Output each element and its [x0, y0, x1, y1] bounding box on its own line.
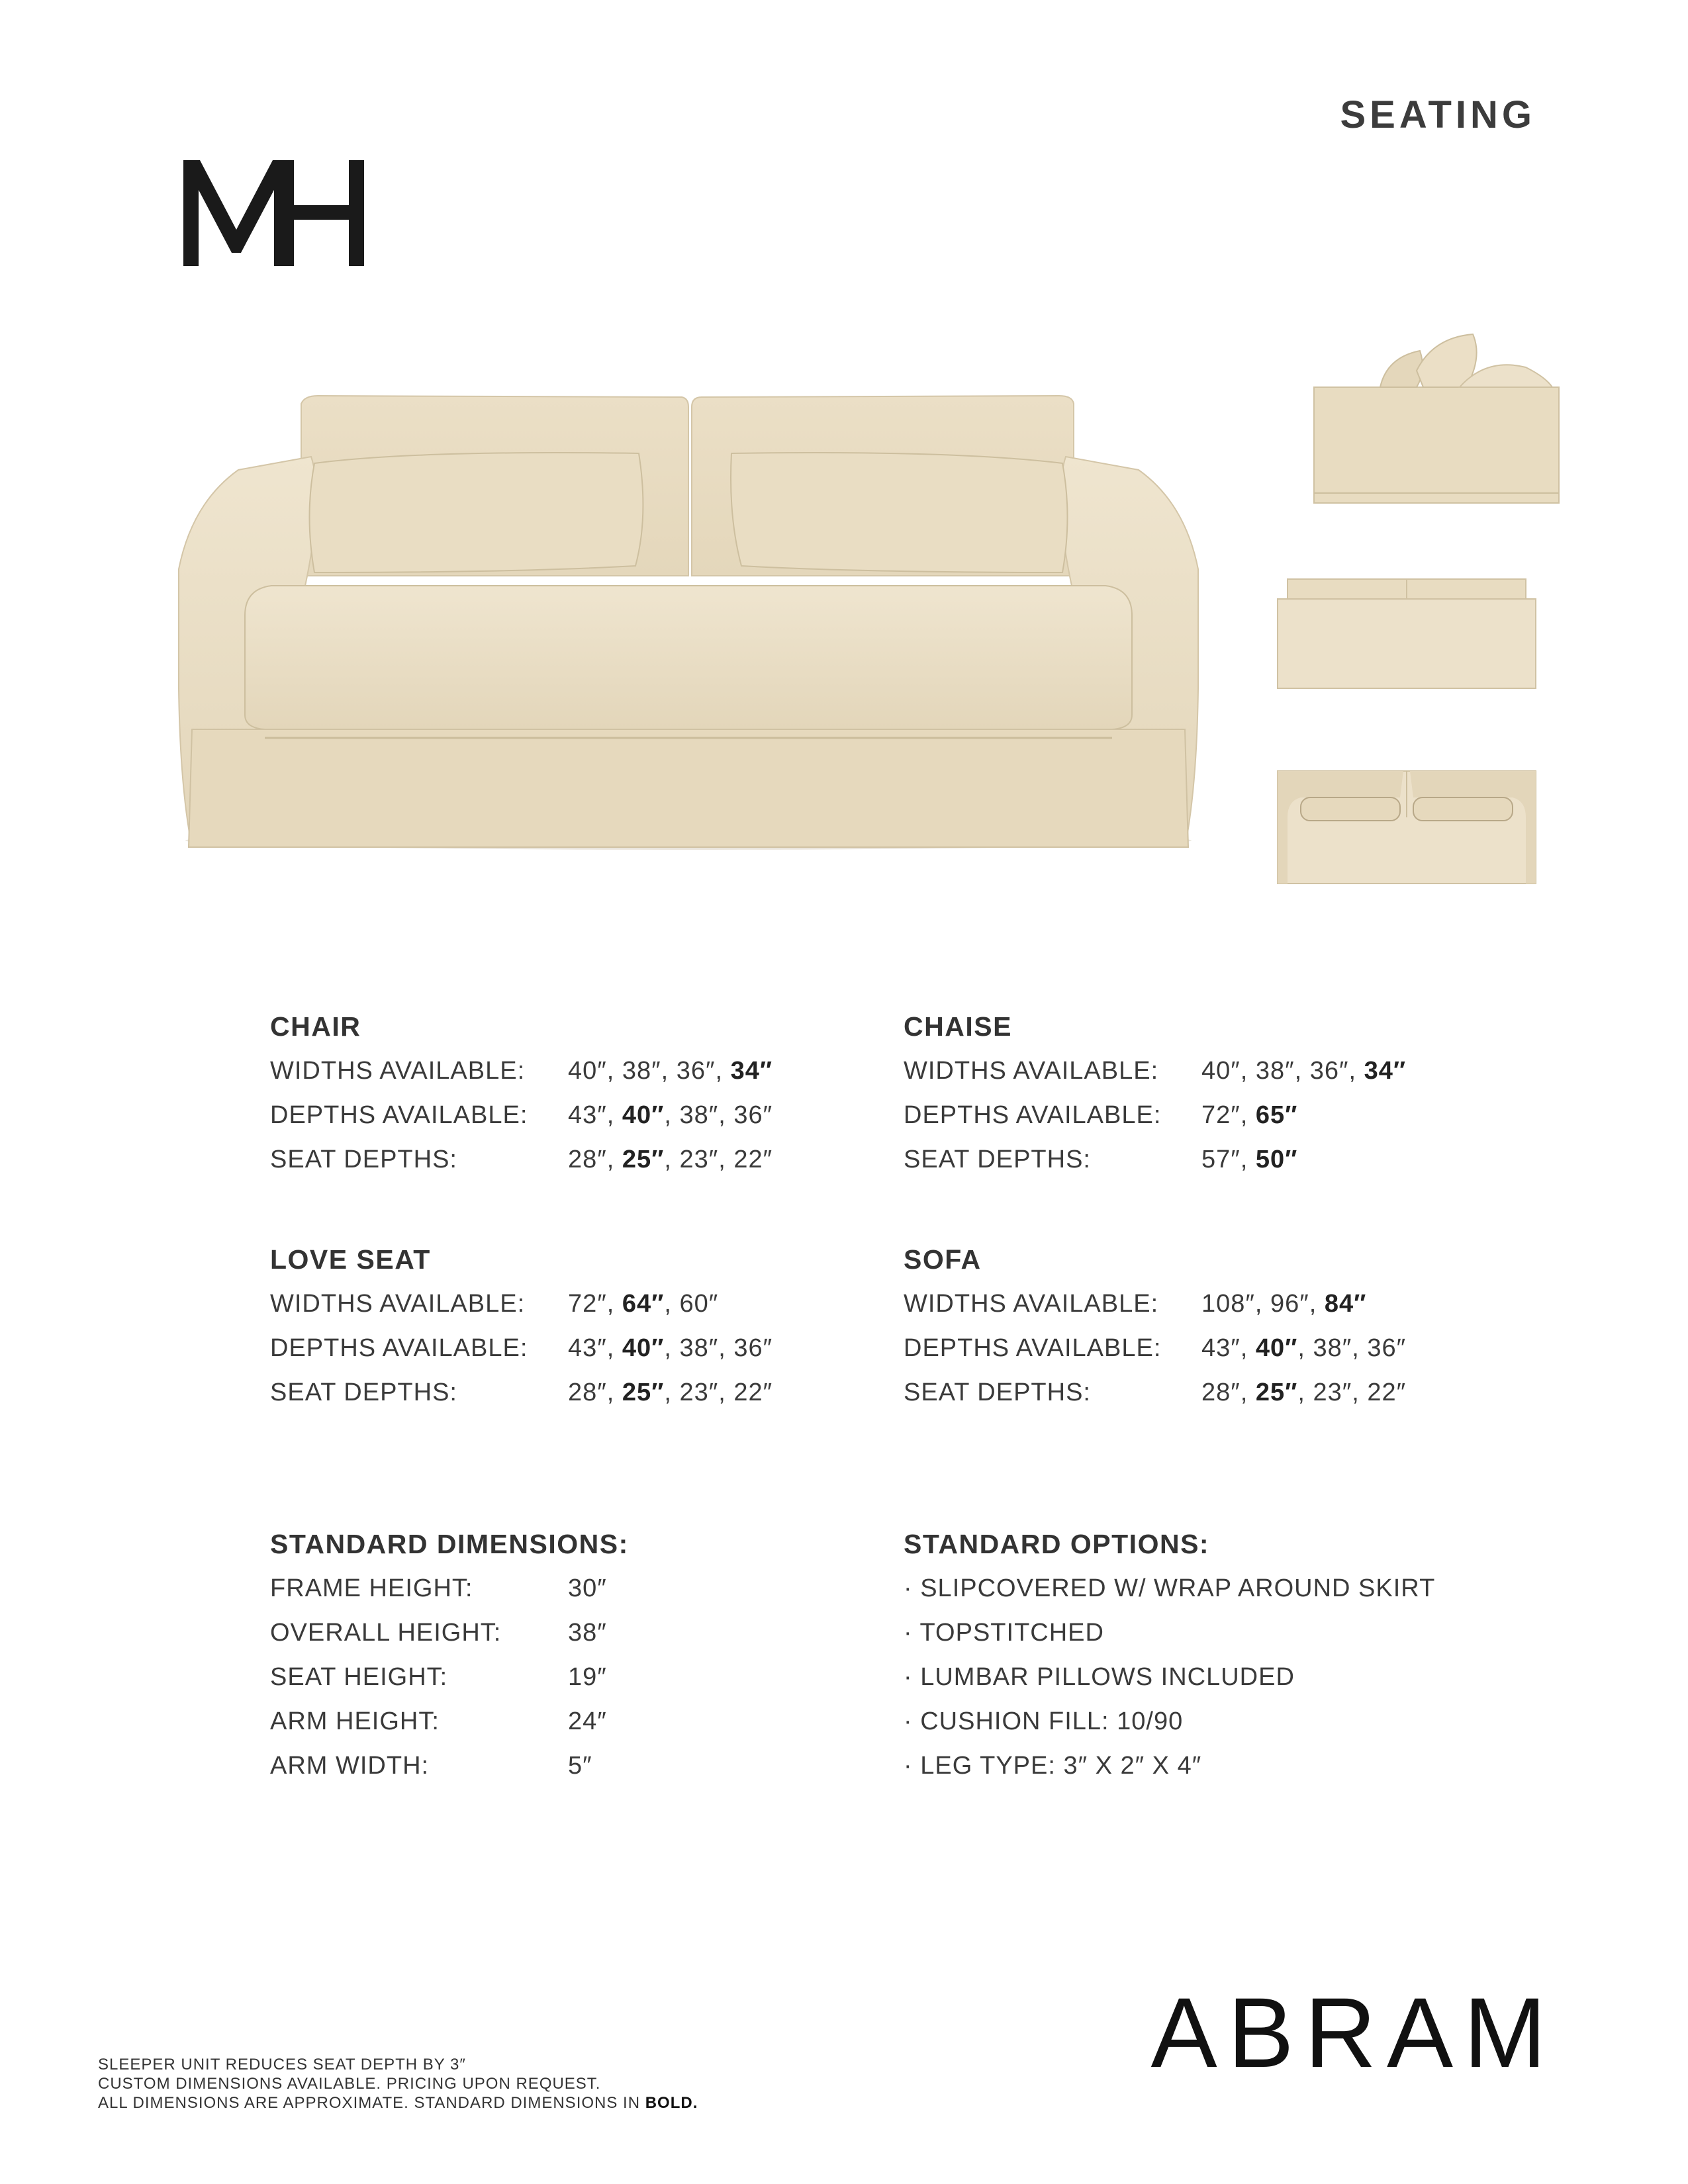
spec-row	[270, 1055, 866, 1099]
dimension-row	[270, 1661, 866, 1706]
spec-values: 43″, 40″, 38″, 36″	[1201, 1334, 1407, 1362]
footnote-sleeper: SLEEPER UNIT REDUCES SEAT DEPTH BY 3″	[98, 2056, 466, 2073]
standard-options-title: STANDARD OPTIONS:	[904, 1529, 1210, 1559]
size-value: 38″	[1313, 1334, 1352, 1362]
dimension-value: 38″	[568, 1619, 607, 1647]
brand-name: ABRAM	[1150, 1977, 1557, 2088]
spec-label: SEAT DEPTHS:	[270, 1146, 457, 1173]
spec-values: 28″, 25″, 23″, 22″	[568, 1379, 773, 1406]
size-value: 38″	[622, 1057, 661, 1085]
size-value: 43″	[568, 1334, 607, 1362]
spec-values: 57″, 50″	[1201, 1146, 1298, 1173]
spec-row	[270, 1332, 866, 1377]
spec-row	[270, 1288, 866, 1332]
spec-row	[904, 1144, 1499, 1188]
size-value: 43″	[568, 1101, 607, 1129]
spec-values: 72″, 65″	[1201, 1101, 1298, 1129]
spec-title: SOFA	[904, 1244, 982, 1275]
size-value: 38″	[679, 1334, 719, 1362]
category-label: SEATING	[1340, 93, 1536, 136]
spec-row	[904, 1377, 1499, 1421]
size-value: 72″	[1201, 1101, 1241, 1129]
size-value: 36″	[733, 1101, 773, 1129]
size-value: 28″	[568, 1379, 607, 1406]
spec-row	[270, 1144, 866, 1188]
dimension-label: FRAME HEIGHT:	[270, 1574, 473, 1602]
spec-label: WIDTHS AVAILABLE:	[904, 1290, 1159, 1318]
option-item: · CUSHION FILL: 10/90	[904, 1707, 1184, 1735]
dimension-value: 24″	[568, 1707, 607, 1735]
spec-values: 72″, 64″, 60″	[568, 1290, 719, 1318]
standard-size-value: 34″	[730, 1057, 773, 1085]
mh-logo-h	[279, 160, 364, 266]
option-item: · SLIPCOVERED W/ WRAP AROUND SKIRT	[904, 1574, 1436, 1602]
standard-size-value: 34″	[1364, 1057, 1407, 1085]
spec-label: SEAT DEPTHS:	[270, 1379, 457, 1406]
sofa-front-image	[172, 390, 1205, 854]
mh-logo	[180, 147, 379, 279]
size-value: 40″	[1201, 1057, 1241, 1085]
standard-dimensions	[270, 1529, 866, 1794]
spec-label: SEAT DEPTHS:	[904, 1146, 1091, 1173]
standard-size-value: 40″	[622, 1334, 665, 1362]
dimension-label: OVERALL HEIGHT:	[270, 1619, 502, 1647]
standard-size-value: 25″	[1255, 1379, 1298, 1406]
spec-label: WIDTHS AVAILABLE:	[904, 1057, 1159, 1085]
size-value: 22″	[1367, 1379, 1407, 1406]
dimension-row	[270, 1706, 866, 1750]
size-value: 38″	[679, 1101, 719, 1129]
spec-label: DEPTHS AVAILABLE:	[904, 1101, 1162, 1129]
size-value: 23″	[679, 1379, 719, 1406]
spec-label: SEAT DEPTHS:	[904, 1379, 1091, 1406]
standard-size-value: 40″	[622, 1101, 665, 1129]
spec-label: DEPTHS AVAILABLE:	[270, 1101, 528, 1129]
size-value: 36″	[676, 1057, 716, 1085]
spec-label: WIDTHS AVAILABLE:	[270, 1057, 526, 1085]
footnote-approximate: ALL DIMENSIONS ARE APPROXIMATE. STANDARD DIMENSIONS IN BOLD.	[98, 2094, 698, 2112]
option-item: · LEG TYPE: 3″ X 2″ X 4″	[904, 1752, 1202, 1780]
spec-title: LOVE SEAT	[270, 1244, 431, 1275]
spec-row	[270, 1377, 866, 1421]
footnote-custom: CUSTOM DIMENSIONS AVAILABLE. PRICING UPON REQUEST.	[98, 2075, 601, 2093]
option-item: · LUMBAR PILLOWS INCLUDED	[904, 1663, 1295, 1691]
dimension-value: 5″	[568, 1752, 592, 1780]
spec-title: CHAISE	[904, 1011, 1012, 1042]
spec-row	[904, 1332, 1499, 1377]
spec-values: 40″, 38″, 36″, 34″	[568, 1057, 773, 1085]
mh-logo-m	[183, 160, 289, 266]
spec-block-love-seat	[270, 1244, 866, 1421]
size-value: 43″	[1201, 1334, 1241, 1362]
size-value: 22″	[733, 1379, 773, 1406]
dimension-value: 19″	[568, 1663, 607, 1691]
size-value: 23″	[1313, 1379, 1352, 1406]
spec-row	[904, 1099, 1499, 1144]
dimension-row	[270, 1750, 866, 1794]
spec-block-chair	[270, 1011, 866, 1188]
dimension-row	[270, 1617, 866, 1661]
standard-size-value: 50″	[1255, 1146, 1298, 1173]
sofa-back-image	[1274, 576, 1539, 692]
standard-size-value: 25″	[622, 1146, 665, 1173]
size-value: 96″	[1270, 1290, 1309, 1318]
size-value: 28″	[1201, 1379, 1241, 1406]
spec-values: 108″, 96″, 84″	[1201, 1290, 1367, 1318]
spec-values: 43″, 40″, 38″, 36″	[568, 1101, 773, 1129]
size-value: 36″	[1309, 1057, 1349, 1085]
standard-size-value: 65″	[1255, 1101, 1298, 1129]
footnotes	[98, 2055, 698, 2113]
standard-size-value: 25″	[622, 1379, 665, 1406]
standard-size-value: 84″	[1324, 1290, 1367, 1318]
sofa-side-image	[1307, 331, 1566, 510]
spec-values: 28″, 25″, 23″, 22″	[568, 1146, 773, 1173]
spec-row	[270, 1099, 866, 1144]
spec-label: WIDTHS AVAILABLE:	[270, 1290, 526, 1318]
option-item: · TOPSTITCHED	[904, 1619, 1104, 1647]
size-value: 60″	[679, 1290, 719, 1318]
spec-values: 28″, 25″, 23″, 22″	[1201, 1379, 1407, 1406]
spec-block-sofa	[904, 1244, 1499, 1421]
size-value: 36″	[733, 1334, 773, 1362]
standard-dimensions-title: STANDARD DIMENSIONS:	[270, 1529, 629, 1559]
size-value: 23″	[679, 1146, 719, 1173]
standard-options	[904, 1529, 1499, 1794]
spec-values: 43″, 40″, 38″, 36″	[568, 1334, 773, 1362]
size-value: 22″	[733, 1146, 773, 1173]
size-value: 72″	[568, 1290, 607, 1318]
size-value: 38″	[1255, 1057, 1295, 1085]
dimension-value: 30″	[568, 1574, 607, 1602]
standard-size-value: 64″	[622, 1290, 665, 1318]
size-value: 40″	[568, 1057, 607, 1085]
spec-values: 40″, 38″, 36″, 34″	[1201, 1057, 1407, 1085]
sofa-top-image	[1274, 764, 1539, 887]
spec-label: DEPTHS AVAILABLE:	[270, 1334, 528, 1362]
size-value: 28″	[568, 1146, 607, 1173]
spec-title: CHAIR	[270, 1011, 361, 1042]
spec-row	[904, 1288, 1499, 1332]
size-value: 108″	[1201, 1290, 1255, 1318]
dimension-label: ARM HEIGHT:	[270, 1707, 440, 1735]
standard-size-value: 40″	[1255, 1334, 1298, 1362]
size-value: 36″	[1367, 1334, 1407, 1362]
spec-label: DEPTHS AVAILABLE:	[904, 1334, 1162, 1362]
footnote-bold-word: BOLD.	[645, 2094, 698, 2112]
size-value: 57″	[1201, 1146, 1241, 1173]
spec-block-chaise	[904, 1011, 1499, 1188]
spec-row	[904, 1055, 1499, 1099]
dimension-row	[270, 1572, 866, 1617]
dimension-label: SEAT HEIGHT:	[270, 1663, 448, 1691]
dimension-label: ARM WIDTH:	[270, 1752, 430, 1780]
